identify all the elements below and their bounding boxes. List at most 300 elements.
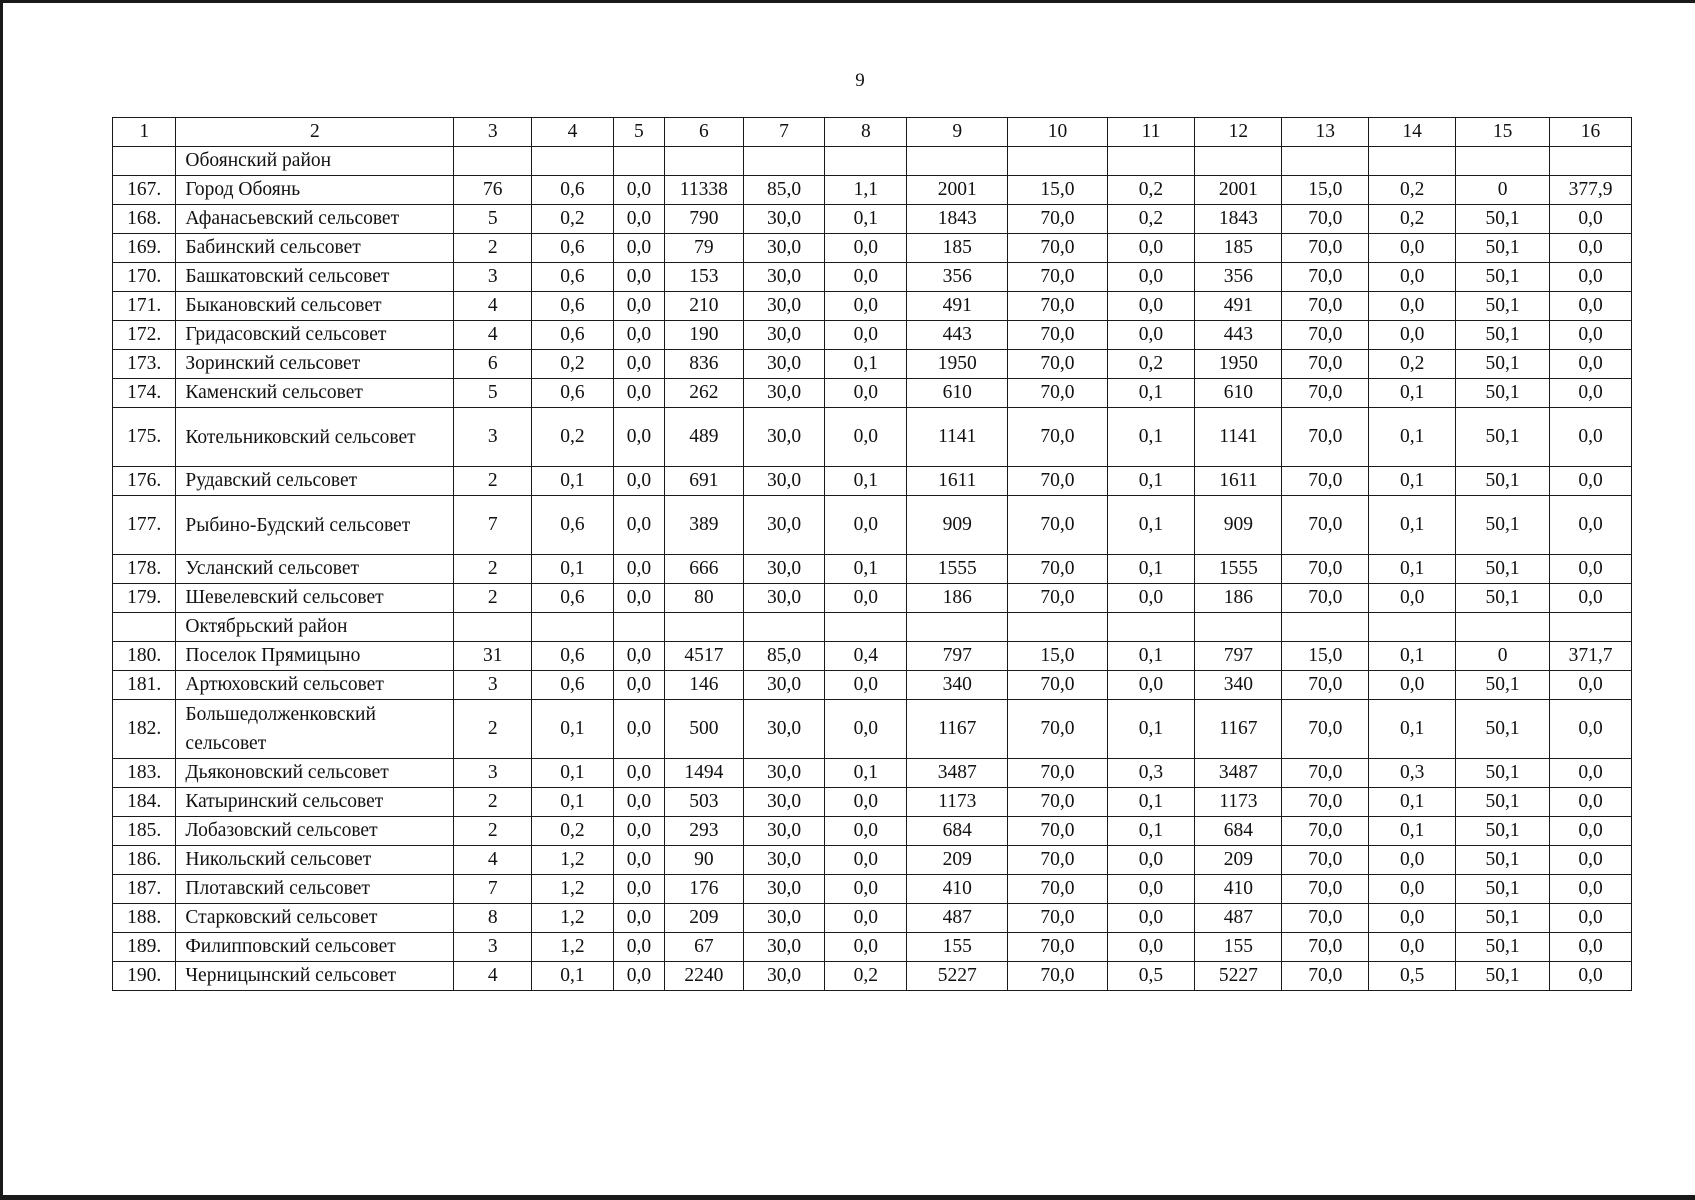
value-cell-col-15: 50,1	[1456, 321, 1550, 350]
value-cell-col-13: 70,0	[1282, 962, 1369, 991]
row-number-cell: 187.	[113, 875, 176, 904]
value-cell-col-4: 1,2	[532, 933, 614, 962]
empty-cell	[1456, 147, 1550, 176]
value-cell-col-7: 30,0	[743, 263, 825, 292]
value-cell-col-9: 684	[907, 817, 1008, 846]
value-cell-col-13: 70,0	[1282, 321, 1369, 350]
value-cell-col-3: 2	[454, 234, 532, 263]
value-cell-col-5: 0,0	[613, 379, 664, 408]
value-cell-col-14: 0,0	[1369, 584, 1456, 613]
value-cell-col-9: 443	[907, 321, 1008, 350]
municipality-name-cell: Каменский сельсовет	[176, 379, 454, 408]
table-row	[113, 933, 1632, 962]
value-cell-col-15: 50,1	[1456, 408, 1550, 467]
value-cell-col-5: 0,0	[613, 292, 664, 321]
row-number-cell: 172.	[113, 321, 176, 350]
value-cell-col-8: 0,0	[825, 904, 907, 933]
empty-cell	[825, 147, 907, 176]
value-cell-col-14: 0,0	[1369, 904, 1456, 933]
municipality-name-cell: Афанасьевский сельсовет	[176, 205, 454, 234]
value-cell-col-13: 70,0	[1282, 263, 1369, 292]
value-cell-col-5: 0,0	[613, 904, 664, 933]
column-header-6: 6	[664, 118, 743, 147]
value-cell-col-15: 50,1	[1456, 292, 1550, 321]
value-cell-col-10: 70,0	[1008, 263, 1107, 292]
value-cell-col-7: 30,0	[743, 555, 825, 584]
value-cell-col-16: 0,0	[1550, 467, 1632, 496]
value-cell-col-15: 50,1	[1456, 205, 1550, 234]
value-cell-col-13: 70,0	[1282, 205, 1369, 234]
value-cell-col-16: 0,0	[1550, 205, 1632, 234]
value-cell-col-12: 340	[1195, 671, 1282, 700]
value-cell-col-3: 3	[454, 671, 532, 700]
value-cell-col-10: 70,0	[1008, 496, 1107, 555]
value-cell-col-14: 0,2	[1369, 176, 1456, 205]
value-cell-col-9: 340	[907, 671, 1008, 700]
value-cell-col-6: 153	[664, 263, 743, 292]
table-row	[113, 263, 1632, 292]
table-row	[113, 875, 1632, 904]
value-cell-col-11: 0,0	[1107, 933, 1195, 962]
table-body	[113, 147, 1632, 991]
value-cell-col-7: 30,0	[743, 788, 825, 817]
table-row	[113, 467, 1632, 496]
value-cell-col-14: 0,0	[1369, 263, 1456, 292]
value-cell-col-9: 209	[907, 846, 1008, 875]
value-cell-col-4: 0,6	[532, 321, 614, 350]
municipality-name-cell: Рыбино-Будский сельсовет	[176, 496, 454, 555]
value-cell-col-3: 4	[454, 846, 532, 875]
value-cell-col-3: 4	[454, 962, 532, 991]
empty-cell	[743, 147, 825, 176]
value-cell-col-15: 50,1	[1456, 671, 1550, 700]
value-cell-col-10: 70,0	[1008, 962, 1107, 991]
municipality-name-cell: Котельниковский сельсовет	[176, 408, 454, 467]
value-cell-col-14: 0,3	[1369, 759, 1456, 788]
value-cell-col-5: 0,0	[613, 817, 664, 846]
value-cell-col-5: 0,0	[613, 467, 664, 496]
value-cell-col-16: 0,0	[1550, 933, 1632, 962]
value-cell-col-16: 0,0	[1550, 292, 1632, 321]
value-cell-col-7: 30,0	[743, 817, 825, 846]
value-cell-col-8: 0,0	[825, 263, 907, 292]
value-cell-col-3: 3	[454, 408, 532, 467]
value-cell-col-9: 797	[907, 642, 1008, 671]
empty-cell	[1195, 147, 1282, 176]
empty-cell	[907, 147, 1008, 176]
value-cell-col-16: 0,0	[1550, 846, 1632, 875]
column-header-14: 14	[1369, 118, 1456, 147]
value-cell-col-11: 0,1	[1107, 467, 1195, 496]
value-cell-col-15: 50,1	[1456, 933, 1550, 962]
value-cell-col-14: 0,1	[1369, 467, 1456, 496]
value-cell-col-8: 0,0	[825, 788, 907, 817]
value-cell-col-10: 70,0	[1008, 321, 1107, 350]
value-cell-col-10: 70,0	[1008, 379, 1107, 408]
empty-cell	[1282, 147, 1369, 176]
table-row	[113, 700, 1632, 759]
value-cell-col-14: 0,0	[1369, 875, 1456, 904]
empty-cell	[613, 147, 664, 176]
value-cell-col-5: 0,0	[613, 234, 664, 263]
value-cell-col-5: 0,0	[613, 933, 664, 962]
empty-cell	[1369, 613, 1456, 642]
value-cell-col-6: 190	[664, 321, 743, 350]
value-cell-col-4: 0,6	[532, 496, 614, 555]
empty-cell	[454, 147, 532, 176]
value-cell-col-14: 0,1	[1369, 642, 1456, 671]
value-cell-col-5: 0,0	[613, 176, 664, 205]
value-cell-col-4: 0,2	[532, 350, 614, 379]
empty-cell	[1107, 613, 1195, 642]
row-number-cell: 174.	[113, 379, 176, 408]
value-cell-col-11: 0,1	[1107, 379, 1195, 408]
value-cell-col-6: 79	[664, 234, 743, 263]
row-number-cell: 177.	[113, 496, 176, 555]
municipality-name-cell: Катыринский сельсовет	[176, 788, 454, 817]
value-cell-col-13: 70,0	[1282, 759, 1369, 788]
value-cell-col-16: 0,0	[1550, 263, 1632, 292]
value-cell-col-3: 7	[454, 875, 532, 904]
value-cell-col-8: 0,0	[825, 496, 907, 555]
empty-cell	[532, 147, 614, 176]
row-number-cell: 188.	[113, 904, 176, 933]
value-cell-col-14: 0,1	[1369, 700, 1456, 759]
value-cell-col-5: 0,0	[613, 496, 664, 555]
value-cell-col-11: 0,0	[1107, 234, 1195, 263]
value-cell-col-9: 1611	[907, 467, 1008, 496]
value-cell-col-15: 50,1	[1456, 817, 1550, 846]
value-cell-col-11: 0,3	[1107, 759, 1195, 788]
value-cell-col-9: 155	[907, 933, 1008, 962]
empty-cell	[1107, 147, 1195, 176]
value-cell-col-6: 209	[664, 904, 743, 933]
value-cell-col-4: 0,2	[532, 817, 614, 846]
value-cell-col-16: 0,0	[1550, 321, 1632, 350]
value-cell-col-15: 50,1	[1456, 467, 1550, 496]
table-row	[113, 962, 1632, 991]
column-header-5: 5	[613, 118, 664, 147]
value-cell-col-13: 70,0	[1282, 933, 1369, 962]
empty-cell	[1369, 147, 1456, 176]
value-cell-col-14: 0,0	[1369, 846, 1456, 875]
value-cell-col-13: 70,0	[1282, 467, 1369, 496]
value-cell-col-8: 0,1	[825, 350, 907, 379]
value-cell-col-6: 176	[664, 875, 743, 904]
empty-cell	[454, 613, 532, 642]
value-cell-col-5: 0,0	[613, 350, 664, 379]
value-cell-col-4: 0,6	[532, 292, 614, 321]
value-cell-col-5: 0,0	[613, 584, 664, 613]
value-cell-col-9: 356	[907, 263, 1008, 292]
value-cell-col-4: 0,1	[532, 759, 614, 788]
row-number-cell: 176.	[113, 467, 176, 496]
column-header-1: 1	[113, 118, 176, 147]
value-cell-col-9: 186	[907, 584, 1008, 613]
row-number-cell: 190.	[113, 962, 176, 991]
value-cell-col-4: 0,6	[532, 234, 614, 263]
column-header-16: 16	[1550, 118, 1632, 147]
value-cell-col-16: 377,9	[1550, 176, 1632, 205]
municipality-name-cell: Большедолженковский сельсовет	[176, 700, 454, 759]
value-cell-col-7: 30,0	[743, 350, 825, 379]
value-cell-col-14: 0,0	[1369, 234, 1456, 263]
municipality-name-cell: Гридасовский сельсовет	[176, 321, 454, 350]
value-cell-col-3: 6	[454, 350, 532, 379]
value-cell-col-8: 0,0	[825, 321, 907, 350]
value-cell-col-3: 3	[454, 759, 532, 788]
value-cell-col-4: 0,2	[532, 205, 614, 234]
value-cell-col-5: 0,0	[613, 671, 664, 700]
value-cell-col-5: 0,0	[613, 788, 664, 817]
value-cell-col-11: 0,0	[1107, 846, 1195, 875]
municipality-name-cell: Никольский сельсовет	[176, 846, 454, 875]
value-cell-col-5: 0,0	[613, 642, 664, 671]
value-cell-col-13: 70,0	[1282, 671, 1369, 700]
value-cell-col-4: 0,6	[532, 584, 614, 613]
row-number-cell: 183.	[113, 759, 176, 788]
value-cell-col-16: 0,0	[1550, 875, 1632, 904]
value-cell-col-10: 70,0	[1008, 234, 1107, 263]
value-cell-col-7: 30,0	[743, 496, 825, 555]
value-cell-col-3: 31	[454, 642, 532, 671]
value-cell-col-9: 185	[907, 234, 1008, 263]
value-cell-col-16: 0,0	[1550, 671, 1632, 700]
value-cell-col-12: 155	[1195, 933, 1282, 962]
value-cell-col-12: 610	[1195, 379, 1282, 408]
column-header-13: 13	[1282, 118, 1369, 147]
value-cell-col-7: 30,0	[743, 408, 825, 467]
value-cell-col-10: 70,0	[1008, 846, 1107, 875]
column-header-4: 4	[532, 118, 614, 147]
value-cell-col-8: 0,0	[825, 408, 907, 467]
value-cell-col-4: 0,1	[532, 555, 614, 584]
section-title: Обоянский район	[176, 147, 454, 176]
value-cell-col-11: 0,1	[1107, 555, 1195, 584]
row-number-cell: 182.	[113, 700, 176, 759]
value-cell-col-13: 70,0	[1282, 496, 1369, 555]
value-cell-col-10: 70,0	[1008, 875, 1107, 904]
value-cell-col-4: 1,2	[532, 904, 614, 933]
value-cell-col-15: 50,1	[1456, 496, 1550, 555]
value-cell-col-14: 0,1	[1369, 408, 1456, 467]
value-cell-col-15: 50,1	[1456, 584, 1550, 613]
table-row	[113, 555, 1632, 584]
empty-cell	[907, 613, 1008, 642]
value-cell-col-6: 210	[664, 292, 743, 321]
value-cell-col-7: 85,0	[743, 176, 825, 205]
value-cell-col-6: 691	[664, 467, 743, 496]
value-cell-col-7: 30,0	[743, 933, 825, 962]
value-cell-col-12: 909	[1195, 496, 1282, 555]
column-header-8: 8	[825, 118, 907, 147]
table-row	[113, 904, 1632, 933]
value-cell-col-9: 1555	[907, 555, 1008, 584]
value-cell-col-15: 50,1	[1456, 875, 1550, 904]
value-cell-col-11: 0,0	[1107, 584, 1195, 613]
value-cell-col-13: 70,0	[1282, 234, 1369, 263]
value-cell-col-9: 3487	[907, 759, 1008, 788]
value-cell-col-10: 70,0	[1008, 292, 1107, 321]
value-cell-col-13: 15,0	[1282, 642, 1369, 671]
value-cell-col-10: 70,0	[1008, 467, 1107, 496]
value-cell-col-10: 70,0	[1008, 408, 1107, 467]
value-cell-col-15: 50,1	[1456, 234, 1550, 263]
value-cell-col-11: 0,2	[1107, 205, 1195, 234]
section-row	[113, 147, 1632, 176]
municipality-name-cell: Зоринский сельсовет	[176, 350, 454, 379]
value-cell-col-15: 50,1	[1456, 700, 1550, 759]
value-cell-col-3: 7	[454, 496, 532, 555]
table-row	[113, 817, 1632, 846]
value-cell-col-14: 0,5	[1369, 962, 1456, 991]
municipality-name-cell: Черницынский сельсовет	[176, 962, 454, 991]
value-cell-col-12: 1843	[1195, 205, 1282, 234]
value-cell-col-11: 0,1	[1107, 817, 1195, 846]
table-row	[113, 671, 1632, 700]
value-cell-col-14: 0,0	[1369, 933, 1456, 962]
value-cell-col-4: 0,2	[532, 408, 614, 467]
value-cell-col-14: 0,1	[1369, 788, 1456, 817]
value-cell-col-5: 0,0	[613, 555, 664, 584]
table-row	[113, 234, 1632, 263]
value-cell-col-4: 0,6	[532, 176, 614, 205]
row-number-cell: 169.	[113, 234, 176, 263]
value-cell-col-15: 50,1	[1456, 904, 1550, 933]
empty-cell	[532, 613, 614, 642]
value-cell-col-4: 1,2	[532, 875, 614, 904]
value-cell-col-6: 1494	[664, 759, 743, 788]
value-cell-col-5: 0,0	[613, 875, 664, 904]
value-cell-col-11: 0,0	[1107, 292, 1195, 321]
section-row	[113, 613, 1632, 642]
value-cell-col-3: 2	[454, 555, 532, 584]
value-cell-col-12: 1611	[1195, 467, 1282, 496]
column-header-11: 11	[1107, 118, 1195, 147]
value-cell-col-12: 185	[1195, 234, 1282, 263]
value-cell-col-13: 70,0	[1282, 555, 1369, 584]
value-cell-col-5: 0,0	[613, 408, 664, 467]
value-cell-col-13: 70,0	[1282, 408, 1369, 467]
value-cell-col-16: 371,7	[1550, 642, 1632, 671]
value-cell-col-13: 70,0	[1282, 817, 1369, 846]
empty-cell	[613, 613, 664, 642]
empty-cell	[743, 613, 825, 642]
value-cell-col-11: 0,0	[1107, 875, 1195, 904]
value-cell-col-16: 0,0	[1550, 700, 1632, 759]
value-cell-col-12: 356	[1195, 263, 1282, 292]
row-number-cell: 186.	[113, 846, 176, 875]
empty-cell	[1008, 147, 1107, 176]
value-cell-col-3: 4	[454, 321, 532, 350]
empty-cell	[664, 147, 743, 176]
value-cell-col-16: 0,0	[1550, 904, 1632, 933]
row-number-cell: 184.	[113, 788, 176, 817]
municipality-name-cell: Лобазовский сельсовет	[176, 817, 454, 846]
value-cell-col-16: 0,0	[1550, 759, 1632, 788]
value-cell-col-12: 209	[1195, 846, 1282, 875]
value-cell-col-11: 0,1	[1107, 700, 1195, 759]
value-cell-col-16: 0,0	[1550, 496, 1632, 555]
value-cell-col-3: 2	[454, 584, 532, 613]
value-cell-col-6: 836	[664, 350, 743, 379]
value-cell-col-9: 1141	[907, 408, 1008, 467]
value-cell-col-3: 5	[454, 379, 532, 408]
value-cell-col-13: 70,0	[1282, 292, 1369, 321]
value-cell-col-13: 70,0	[1282, 788, 1369, 817]
value-cell-col-7: 30,0	[743, 205, 825, 234]
value-cell-col-6: 666	[664, 555, 743, 584]
value-cell-col-7: 30,0	[743, 846, 825, 875]
value-cell-col-12: 443	[1195, 321, 1282, 350]
value-cell-col-15: 0	[1456, 642, 1550, 671]
value-cell-col-8: 0,1	[825, 555, 907, 584]
value-cell-col-8: 0,0	[825, 234, 907, 263]
value-cell-col-3: 2	[454, 788, 532, 817]
row-number-cell: 189.	[113, 933, 176, 962]
value-cell-col-10: 15,0	[1008, 642, 1107, 671]
table-row	[113, 379, 1632, 408]
value-cell-col-14: 0,1	[1369, 817, 1456, 846]
empty-cell	[1195, 613, 1282, 642]
column-header-7: 7	[743, 118, 825, 147]
value-cell-col-12: 186	[1195, 584, 1282, 613]
value-cell-col-8: 0,1	[825, 205, 907, 234]
value-cell-col-14: 0,1	[1369, 496, 1456, 555]
value-cell-col-15: 50,1	[1456, 788, 1550, 817]
value-cell-col-8: 0,0	[825, 817, 907, 846]
value-cell-col-3: 2	[454, 467, 532, 496]
value-cell-col-12: 491	[1195, 292, 1282, 321]
value-cell-col-8: 0,1	[825, 467, 907, 496]
value-cell-col-4: 0,1	[532, 788, 614, 817]
value-cell-col-14: 0,1	[1369, 379, 1456, 408]
value-cell-col-9: 1173	[907, 788, 1008, 817]
value-cell-col-12: 1950	[1195, 350, 1282, 379]
value-cell-col-6: 262	[664, 379, 743, 408]
value-cell-col-6: 11338	[664, 176, 743, 205]
value-cell-col-9: 410	[907, 875, 1008, 904]
value-cell-col-8: 0,0	[825, 700, 907, 759]
value-cell-col-12: 5227	[1195, 962, 1282, 991]
value-cell-col-6: 146	[664, 671, 743, 700]
municipality-name-cell: Шевелевский сельсовет	[176, 584, 454, 613]
value-cell-col-7: 30,0	[743, 321, 825, 350]
value-cell-col-9: 1950	[907, 350, 1008, 379]
value-cell-col-12: 1167	[1195, 700, 1282, 759]
value-cell-col-6: 389	[664, 496, 743, 555]
value-cell-col-13: 70,0	[1282, 350, 1369, 379]
value-cell-col-13: 70,0	[1282, 584, 1369, 613]
value-cell-col-14: 0,0	[1369, 292, 1456, 321]
value-cell-col-7: 30,0	[743, 379, 825, 408]
table-row	[113, 292, 1632, 321]
municipality-name-cell: Бабинский сельсовет	[176, 234, 454, 263]
value-cell-col-6: 4517	[664, 642, 743, 671]
municipality-name-cell: Поселок Прямицыно	[176, 642, 454, 671]
value-cell-col-11: 0,0	[1107, 321, 1195, 350]
value-cell-col-16: 0,0	[1550, 962, 1632, 991]
value-cell-col-8: 0,0	[825, 379, 907, 408]
value-cell-col-10: 70,0	[1008, 933, 1107, 962]
row-number-cell: 179.	[113, 584, 176, 613]
municipality-name-cell: Усланский сельсовет	[176, 555, 454, 584]
value-cell-col-5: 0,0	[613, 759, 664, 788]
value-cell-col-10: 70,0	[1008, 350, 1107, 379]
value-cell-col-8: 0,0	[825, 933, 907, 962]
value-cell-col-8: 0,0	[825, 875, 907, 904]
value-cell-col-3: 2	[454, 700, 532, 759]
